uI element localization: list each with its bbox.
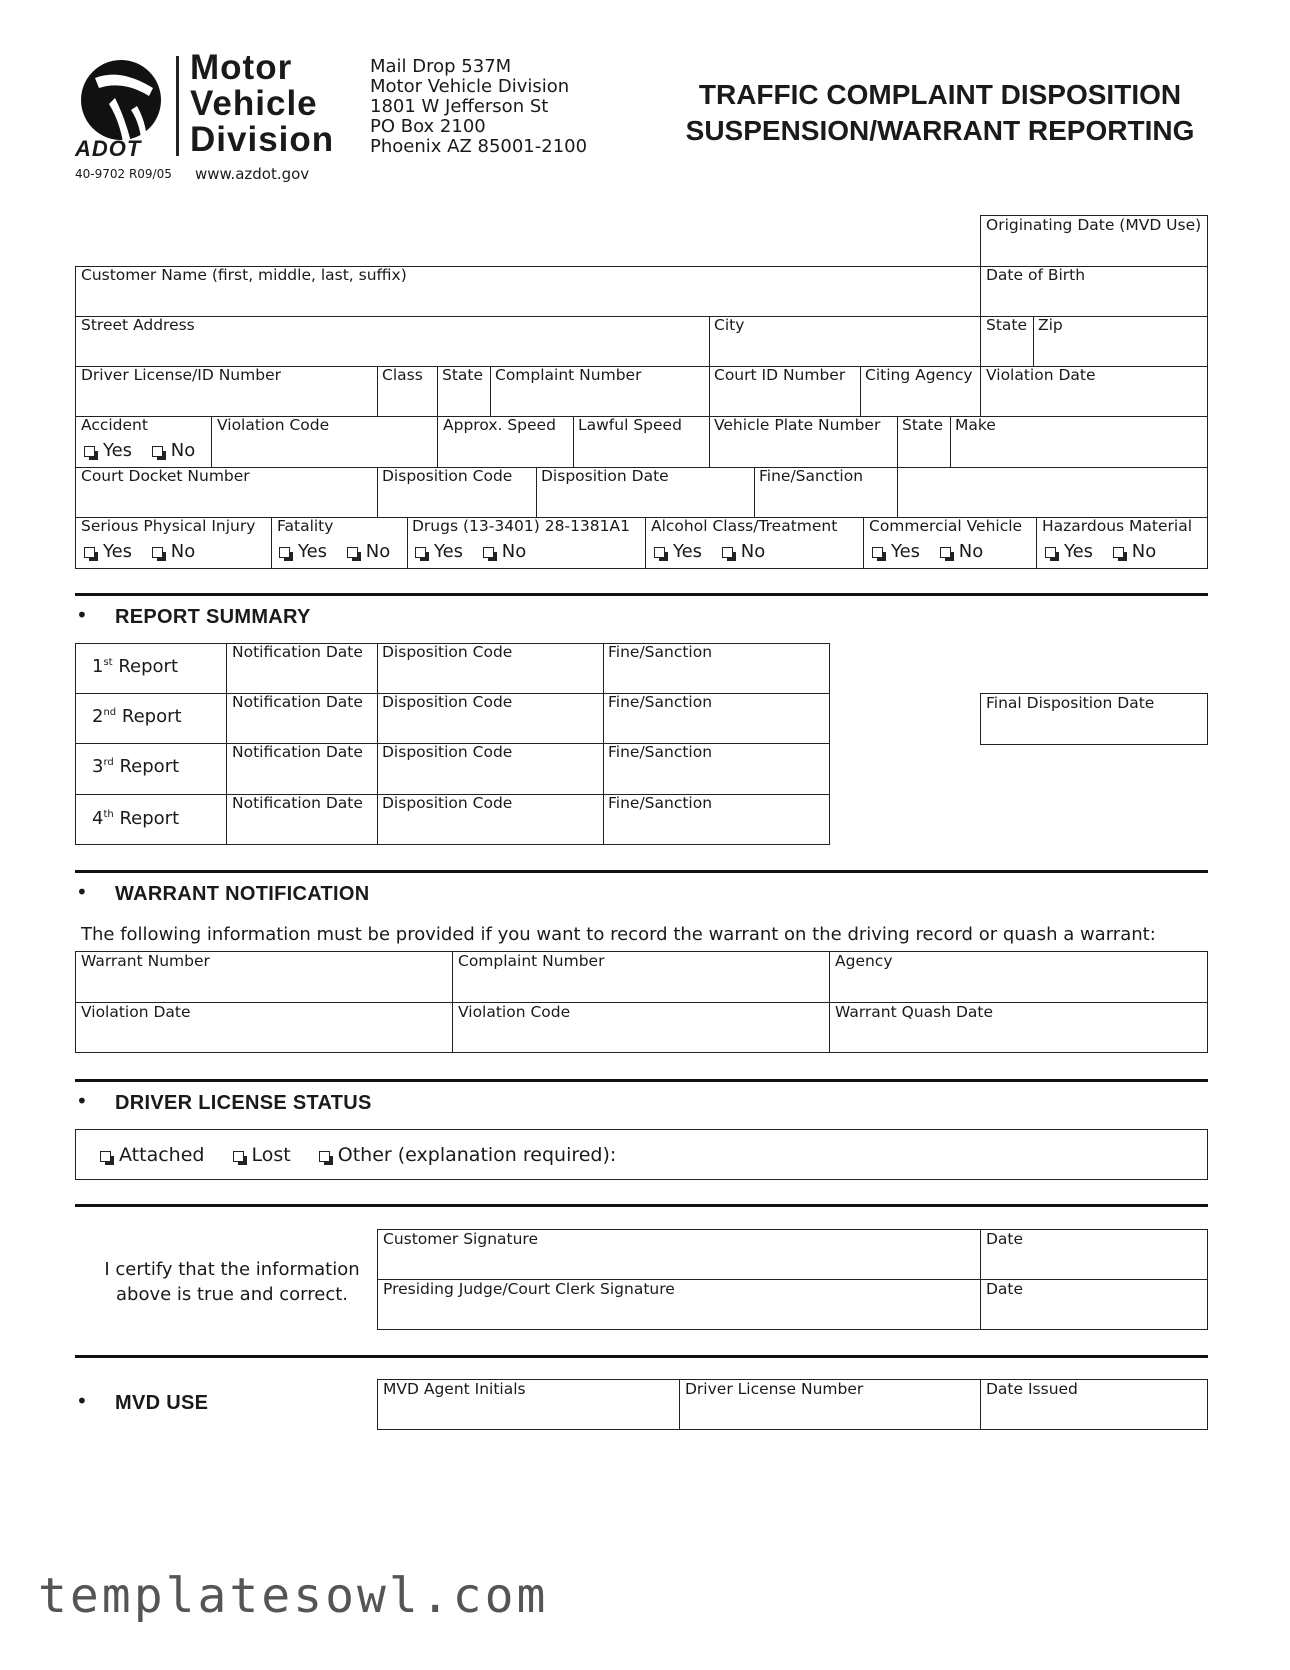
originating-date-label: Originating Date (MVD Use) [986, 216, 1202, 234]
notification-date-field[interactable]: Notification Date [232, 794, 363, 812]
commercial-yes-checkbox[interactable] [872, 547, 883, 558]
fine-sanction-field[interactable]: Fine/Sanction [608, 643, 713, 661]
warrant-violation-code-field[interactable]: Violation Code [458, 1003, 571, 1021]
lawful-speed-field[interactable]: Lawful Speed [578, 416, 682, 434]
warrant-number-field[interactable]: Warrant Number [81, 952, 210, 970]
report-summary-heading: REPORT SUMMARY [115, 606, 311, 628]
drugs-label: Drugs (13-3401) 28-1381A1 [412, 517, 630, 535]
license-state-field[interactable]: State [442, 366, 484, 384]
judge-signature-date-field[interactable]: Date [986, 1280, 1024, 1298]
alcohol-yes-checkbox[interactable] [654, 547, 665, 558]
customer-name-field[interactable]: Customer Name (first, middle, last, suffix) [81, 266, 407, 284]
fine-sanction-field[interactable]: Fine/Sanction [608, 743, 713, 761]
other-checkbox[interactable] [319, 1151, 330, 1162]
serious-injury-yes-checkbox[interactable] [84, 547, 95, 558]
license-status-heading: DRIVER LICENSE STATUS [115, 1092, 372, 1114]
state-field[interactable]: State [986, 316, 1028, 334]
fine-sanction-field[interactable]: Fine/Sanction [608, 693, 713, 711]
form-title: TRAFFIC COMPLAINT DISPOSITION SUSPENSION/WARRANT REPORTING [685, 79, 1195, 146]
plate-state-field[interactable]: State [902, 416, 944, 434]
zip-field[interactable]: Zip [1038, 316, 1063, 334]
serious-injury-no-checkbox[interactable] [152, 547, 163, 558]
class-field[interactable]: Class [382, 366, 423, 384]
disposition-code-field[interactable]: Disposition Code [382, 643, 513, 661]
complaint-number-field[interactable]: Complaint Number [495, 366, 642, 384]
customer-signature-field[interactable]: Customer Signature [383, 1230, 538, 1248]
commercial-options: Yes No [872, 541, 983, 562]
disposition-code-field[interactable]: Disposition Code [382, 693, 513, 711]
report-row-label: 1st Report [92, 656, 178, 677]
section-divider [75, 870, 1208, 873]
date-of-birth-field[interactable]: Date of Birth [986, 266, 1086, 284]
accident-label: Accident [81, 416, 148, 434]
alcohol-options: Yes No [654, 541, 765, 562]
street-address-field[interactable]: Street Address [81, 316, 195, 334]
bullet-icon: • [76, 1089, 88, 1113]
alcohol-no-checkbox[interactable] [722, 547, 733, 558]
form-number: 40-9702 R09/05 [75, 167, 172, 181]
drugs-no-checkbox[interactable] [483, 547, 494, 558]
attached-checkbox[interactable] [100, 1151, 111, 1162]
report-row-label: 4th Report [92, 808, 180, 829]
fatality-options: Yes No [279, 541, 390, 562]
lost-checkbox[interactable] [233, 1151, 244, 1162]
drugs-yes-checkbox[interactable] [415, 547, 426, 558]
website: www.azdot.gov [195, 165, 310, 183]
warrant-complaint-number-field[interactable]: Complaint Number [458, 952, 605, 970]
agent-initials-field[interactable]: MVD Agent Initials [383, 1380, 526, 1398]
warrant-violation-date-field[interactable]: Violation Date [81, 1003, 191, 1021]
disposition-code-field[interactable]: Disposition Code [382, 743, 513, 761]
fatality-yes-checkbox[interactable] [279, 547, 290, 558]
judge-signature-field[interactable]: Presiding Judge/Court Clerk Signature [383, 1280, 675, 1298]
warrant-instructions: The following information must be provided if you want to record the warrant on the driving record or quash a warrant: [81, 924, 1156, 945]
final-disposition-date-label: Final Disposition Date [986, 694, 1155, 712]
commercial-no-checkbox[interactable] [940, 547, 951, 558]
section-divider [75, 593, 1208, 596]
bullet-icon: • [76, 603, 88, 627]
make-field[interactable]: Make [955, 416, 996, 434]
report-row-label: 2nd Report [92, 706, 182, 727]
certify-statement: I certify that the information above is true and correct. [104, 1259, 360, 1305]
warrant-quash-date-field[interactable]: Warrant Quash Date [835, 1003, 994, 1021]
hazmat-label: Hazardous Material [1042, 517, 1193, 535]
division-name: Motor Vehicle Division [190, 48, 335, 159]
city-field[interactable]: City [714, 316, 745, 334]
fine-sanction-field[interactable]: Fine/Sanction [608, 794, 713, 812]
section-divider [75, 1079, 1208, 1082]
section-divider [75, 1204, 1208, 1207]
accident-no-checkbox[interactable] [152, 446, 163, 457]
court-docket-field[interactable]: Court Docket Number [81, 467, 250, 485]
mailing-address: Mail Drop 537M Motor Vehicle Division 1801 W Jefferson St PO Box 2100 Phoenix AZ 85001-2100 [370, 56, 588, 157]
commercial-label: Commercial Vehicle [869, 517, 1023, 535]
notification-date-field[interactable]: Notification Date [232, 693, 363, 711]
warrant-agency-field[interactable]: Agency [835, 952, 893, 970]
court-id-field[interactable]: Court ID Number [714, 366, 846, 384]
hazmat-yes-checkbox[interactable] [1045, 547, 1056, 558]
mvd-license-number-field[interactable]: Driver License Number [685, 1380, 864, 1398]
bullet-icon: • [76, 880, 88, 904]
approx-speed-field[interactable]: Approx. Speed [443, 416, 556, 434]
customer-signature-date-field[interactable]: Date [986, 1230, 1024, 1248]
drugs-options: Yes No [415, 541, 526, 562]
adot-logo-text: ADOT [75, 136, 142, 161]
logo-divider [176, 56, 179, 156]
watermark: templatesowl.com [38, 1568, 549, 1624]
serious-injury-label: Serious Physical Injury [81, 517, 256, 535]
fine-sanction-field[interactable]: Fine/Sanction [759, 467, 864, 485]
notification-date-field[interactable]: Notification Date [232, 743, 363, 761]
driver-license-field[interactable]: Driver License/ID Number [81, 366, 281, 384]
mvd-use-heading: MVD USE [115, 1392, 209, 1414]
section-divider [75, 1355, 1208, 1358]
accident-yes-checkbox[interactable] [84, 446, 95, 457]
hazmat-options: Yes No [1045, 541, 1156, 562]
disposition-code-field[interactable]: Disposition Code [382, 794, 513, 812]
report-row-label: 3rd Report [92, 756, 180, 777]
serious-injury-options: Yes No [84, 541, 195, 562]
license-status-options: Attached Lost Other (explanation required): [100, 1144, 616, 1166]
bullet-icon: • [76, 1389, 88, 1413]
date-issued-field[interactable]: Date Issued [986, 1380, 1078, 1398]
violation-date-field[interactable]: Violation Date [986, 366, 1096, 384]
vehicle-plate-field[interactable]: Vehicle Plate Number [714, 416, 881, 434]
disposition-date-field[interactable]: Disposition Date [541, 467, 669, 485]
alcohol-label: Alcohol Class/Treatment [651, 517, 838, 535]
fatality-no-checkbox[interactable] [347, 547, 358, 558]
accident-options: Yes No [84, 440, 195, 461]
disposition-code-field[interactable]: Disposition Code [382, 467, 513, 485]
citing-agency-field[interactable]: Citing Agency [865, 366, 973, 384]
hazmat-no-checkbox[interactable] [1113, 547, 1124, 558]
fatality-label: Fatality [277, 517, 334, 535]
notification-date-field[interactable]: Notification Date [232, 643, 363, 661]
warrant-heading: WARRANT NOTIFICATION [115, 883, 370, 905]
violation-code-field[interactable]: Violation Code [217, 416, 330, 434]
